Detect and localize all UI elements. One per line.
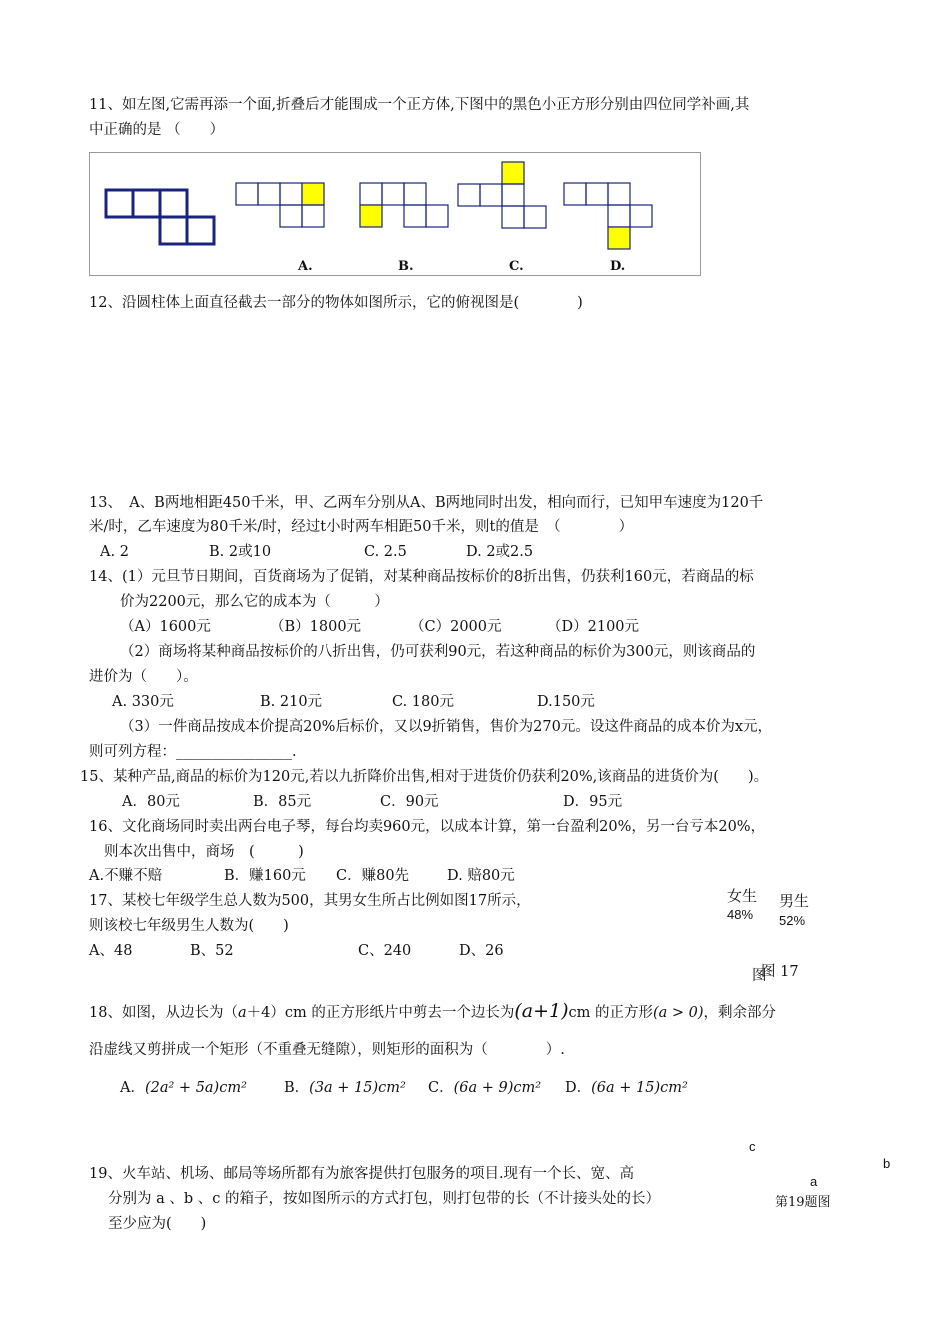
q17-line2: 则该校七年级男生人数为( ) — [89, 918, 289, 934]
net-d — [564, 183, 652, 249]
q18-option-c: C．(6a + 9)cm² — [428, 1080, 542, 1096]
fig17-male-pct: 52% — [779, 913, 806, 928]
left-net — [106, 190, 214, 244]
q14-p2-option-a: A. 330元 — [112, 694, 174, 710]
q18-option-a: A．(2a² + 5a)cm² — [120, 1080, 247, 1096]
q14-p2-line2: 进价为（ ）。 — [89, 669, 198, 685]
net-c — [458, 162, 546, 228]
q14-p2-option-b: B. 210元 — [260, 694, 323, 710]
net-a — [236, 183, 324, 227]
q16-line2: 则本次出售中，商场 ( ) — [104, 844, 304, 860]
fig17-caption-b: 图 17 — [761, 964, 799, 980]
q17-line1: 17、某校七年级学生总人数为500，其男女生所占比例如图17所示， — [89, 893, 531, 909]
q14-p2-line1: （2）商场将某种商品按标价的八折出售，仍可获利90元，若这种商品的标价为300元，则该商品的 — [120, 644, 756, 660]
q18-line2: 沿虚线又剪拼成一个矩形（不重叠无缝隙），则矩形的面积为（ ）. — [89, 1042, 565, 1058]
q13-line2: 米/时，乙车速度为80千米/时，经过t小时两车相距50千米，则t的值是 （ ） — [89, 519, 634, 535]
q13-line1: 13、 A、B两地相距450千米，甲、乙两车分别从A、B两地同时出发，相向而行，已知甲车速度为120千 — [89, 495, 764, 511]
q14-p3-line2: 则可列方程：________________. — [89, 744, 297, 760]
q15-option-c: C．90元 — [380, 794, 439, 810]
q11-line1: 11、如左图,它需再添一个面,折叠后才能围成一个正方体,下图中的黑色小正方形分别由四位同学补画,其 — [89, 97, 750, 113]
q14-p2-option-d: D.150元 — [537, 694, 595, 710]
q16-option-a: A.不赚不赔 — [89, 868, 163, 884]
q17-option-a: A、48 — [89, 943, 133, 959]
q18-option-b: B．(3a + 15)cm² — [284, 1080, 406, 1096]
q11-figure — [89, 152, 701, 276]
q13-option-a: A. 2 — [100, 544, 129, 560]
q13-option-c: C. 2.5 — [364, 544, 407, 560]
q14-p1-line2: 价为2200元，那么它的成本为（ ） — [120, 594, 389, 610]
q15-option-a: A．80元 — [122, 794, 180, 810]
fig19-label-b: b — [883, 1156, 891, 1171]
q19-line3: 至少应为( ) — [108, 1216, 207, 1232]
q15-line1: 15、某种产品,商品的标价为120元,若以九折降价出售,相对于进货价仍获利20%,该商品的进货价为( )。 — [80, 769, 769, 785]
q14-p1-option-c: （C）2000元 — [410, 619, 502, 635]
q14-p1-line1: 14、(1）元旦节日期间，百货商场为了促销，对某种商品按标价的8折出售，仍获利160元，若商品的标 — [89, 569, 754, 585]
net-b — [360, 183, 448, 227]
label-c: C. — [509, 259, 524, 274]
q14-p3-line1: （3）一件商品按成本价提高20%后标价，又以9折销售，售价为270元。设这件商品的成本价为x元， — [120, 719, 773, 735]
q13-option-b: B. 2或10 — [209, 544, 272, 560]
q14-p2-option-c: C. 180元 — [392, 694, 454, 710]
fig17-female-pct: 48% — [727, 907, 754, 922]
q18-option-d: D．(6a + 15)cm² — [565, 1080, 688, 1096]
fig17-male-label: 男生 — [779, 893, 810, 910]
label-a: A. — [298, 259, 313, 274]
fig19-label-a: a — [810, 1174, 818, 1189]
q17-option-d: D、26 — [459, 943, 504, 959]
q11-line2: 中正确的是 （ ） — [89, 122, 225, 138]
q17-option-b: B、52 — [190, 943, 234, 959]
fig19-caption: 第19题图 — [775, 1195, 831, 1210]
label-b: B. — [398, 259, 414, 274]
q19-line2: 分别为 a 、b 、c 的箱子，按如图所示的方式打包，则打包带的长（不计接头处的长） — [108, 1191, 660, 1207]
fig17-caption-a: 图 — [752, 968, 767, 984]
q12-line1: 12、沿圆柱体上面直径截去一部分的物体如图所示，它的俯视图是( ) — [89, 295, 583, 311]
q14-p1-option-d: （D）2100元 — [547, 619, 640, 635]
q13-option-d: D. 2或2.5 — [466, 544, 534, 560]
q16-line1: 16、文化商场同时卖出两台电子琴，每台均卖960元，以成本计算，第一台盈利20%，另一台亏本20%， — [89, 819, 766, 835]
q17-option-c: C、240 — [358, 943, 412, 959]
q14-p1-option-a: （A）1600元 — [120, 619, 211, 635]
q16-option-c: C．赚80先 — [336, 868, 410, 884]
q15-option-d: D．95元 — [563, 794, 623, 810]
q14-p1-option-b: （B）1800元 — [270, 619, 362, 635]
q16-option-b: B．赚160元 — [224, 868, 306, 884]
q18-line1: 18、如图，从边长为（a＋4）cm 的正方形纸片中剪去一个边长为(a+1)cm 的正方形(a > 0)，剩余部分 — [89, 1000, 777, 1022]
fig17-female-label: 女生 — [727, 888, 758, 905]
q15-option-b: B．85元 — [253, 794, 312, 810]
q16-option-d: D. 赔80元 — [447, 868, 515, 884]
fig19-label-c: c — [749, 1139, 756, 1154]
label-d: D. — [610, 259, 626, 274]
q19-line1: 19、火车站、机场、邮局等场所都有为旅客提供打包服务的项目.现有一个长、宽、高 — [89, 1166, 635, 1182]
